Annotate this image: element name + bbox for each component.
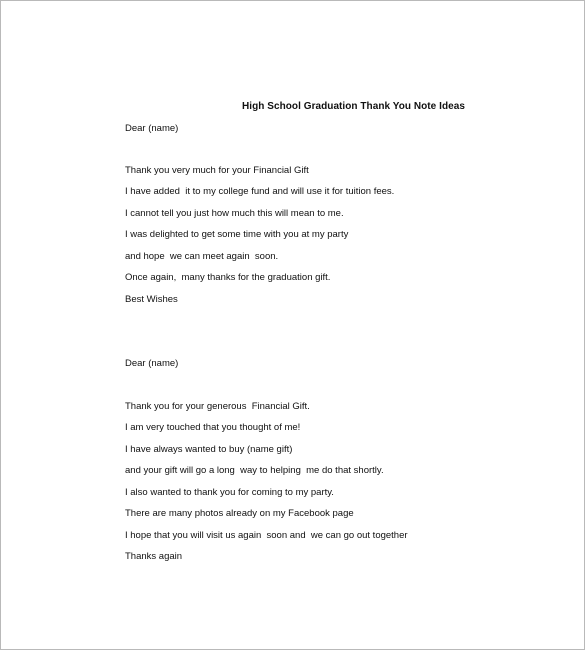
note2-line-2: I am very touched that you thought of me! <box>125 422 301 433</box>
note2-line-3: I have always wanted to buy (name gift) <box>125 444 293 455</box>
note2-line-4: and your gift will go a long way to helping me do that shortly. <box>125 465 384 476</box>
note2-line-1: Thank you for your generous Financial Gift. <box>125 401 310 412</box>
note1-salutation: Dear (name) <box>125 123 179 134</box>
note1-closing: Best Wishes <box>125 294 178 305</box>
note2-salutation: Dear (name) <box>125 358 179 369</box>
note2-line-6: There are many photos already on my Facebook page <box>125 508 354 519</box>
document-title: High School Graduation Thank You Note Ideas <box>242 101 465 112</box>
note1-line-2: I have added it to my college fund and will use it for tuition fees. <box>125 186 395 197</box>
note1-line-6: Once again, many thanks for the graduation gift. <box>125 272 331 283</box>
note1-line-1: Thank you very much for your Financial Gift <box>125 165 309 176</box>
note1-line-4: I was delighted to get some time with you at my party <box>125 229 349 240</box>
note1-line-5: and hope we can meet again soon. <box>125 251 279 262</box>
note2-line-7: I hope that you will visit us again soon and we can go out together <box>125 530 408 541</box>
note2-line-5: I also wanted to thank you for coming to my party. <box>125 487 334 498</box>
note1-line-3: I cannot tell you just how much this will mean to me. <box>125 208 344 219</box>
note2-closing: Thanks again <box>125 551 183 562</box>
